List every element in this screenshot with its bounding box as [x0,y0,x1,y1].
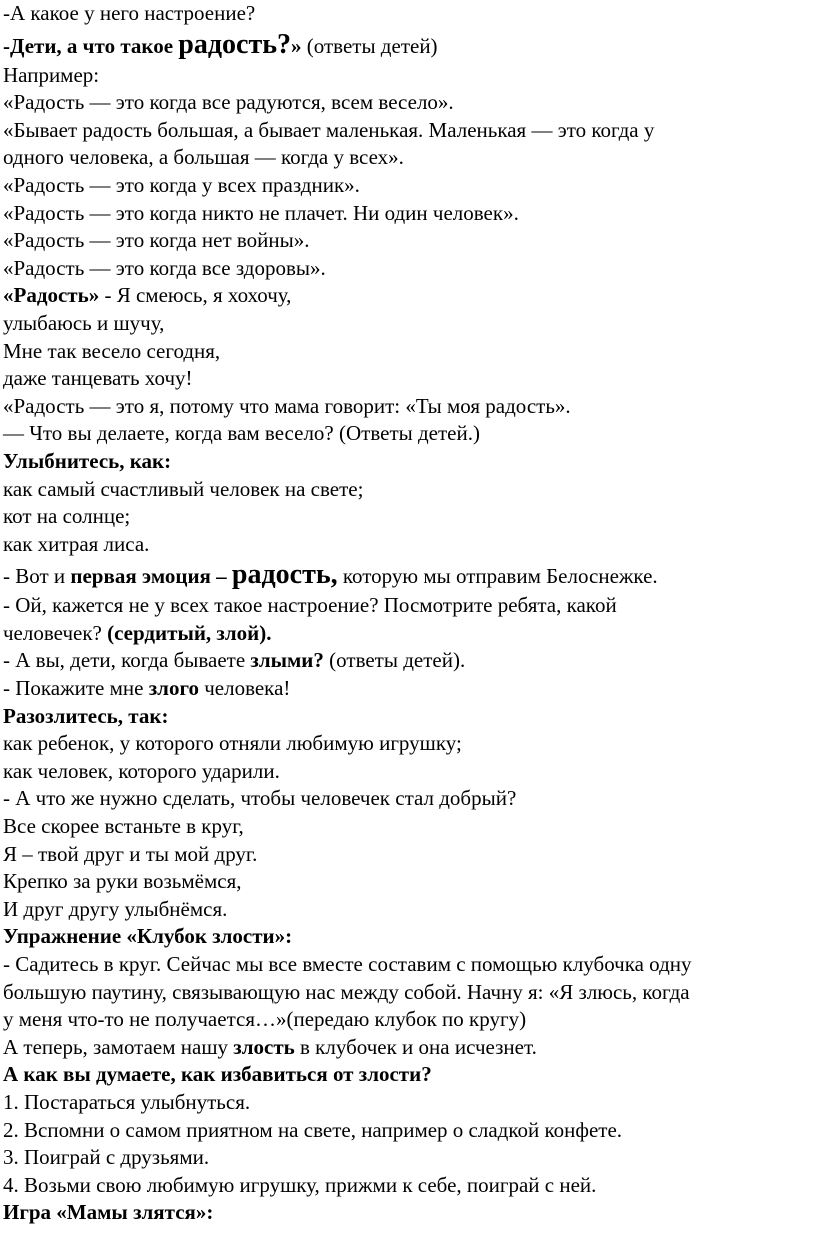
text-line: одного человека, а большая — когда у всех». [3,145,404,170]
text-line: «Радость — это когда все радуются, всем весело». [3,90,454,115]
text-line: «Радость — это когда никто не плачет. Ни один человек». [3,200,519,225]
text: в клубочек и она исчезнет. [294,1034,537,1059]
bold-text: (сердитый, злой). [107,620,272,645]
text: - Покажите мне [3,676,149,701]
text-line: «Радость — это когда все здоровы». [3,255,326,280]
section-heading: А как вы думаете, как избавиться от злости? [3,1062,432,1087]
text: человека! [198,676,291,701]
text-line: большую паутину, связывающую нас между собой. Начну я: «Я злюсь, когда [3,979,690,1004]
poem-line: Все скорее встаньте в круг, [3,814,244,839]
emphasis-text: радость, [231,559,338,591]
text-line [3,647,814,675]
text: А теперь, замотаем нашу [3,1034,234,1059]
poem-line: Мне так весело сегодня, [3,338,221,363]
text-line [3,1034,814,1062]
section-heading: Разозлитесь, так: [3,703,169,728]
bold-text: злого [148,676,199,701]
text-line [3,620,814,648]
text-line: «Радость — это когда нет войны». [3,228,310,253]
text: - А вы, дети, когда бываете [3,648,251,673]
text: человечек? [3,620,108,645]
poem-line: И друг другу улыбнёмся. [3,896,228,921]
emotion-line [3,558,814,592]
text-line: как человек, которого ударили. [3,758,280,783]
poem-line: Крепко за руки возьмёмся, [3,869,242,894]
text-line: — Что вы делаете, когда вам весело? (Ответы детей.) [3,421,480,446]
list-item: 1. Постараться улыбнуться. [3,1089,251,1114]
text: которую мы отправим Белоснежке. [337,564,658,589]
text-line: как хитрая лиса. [3,531,150,556]
text: (ответы детей) [301,33,438,58]
text-line: «Бывает радость большая, а бывает маленькая. Маленькая — это когда у [3,117,655,142]
bold-text: «Радость» [3,283,100,308]
text-line: «Радость — это когда у всех праздник». [3,172,360,197]
text: - Вот и [3,564,71,589]
bold-text: -Дети, а что такое [3,33,179,58]
section-heading: Улыбнитесь, как: [3,448,172,473]
emphasis-text: радость? [178,28,292,60]
text-line: - Ой, кажется не у всех такое настроение? Посмотрите ребята, какой [3,593,617,618]
list-item: 4. Возьми свою любимую игрушку, прижми к себе, поиграй с ней. [3,1172,597,1197]
text-line [3,675,814,703]
bold-text: злость [233,1034,295,1059]
poem-line [3,282,814,310]
bold-text: » [291,33,302,58]
text-line: у меня что-то не получается…»(передаю клубок по кругу) [3,1007,527,1032]
list-item: 2. Вспомни о самом приятном на свете, например о сладкой конфете. [3,1117,623,1142]
text-line: как ребенок, у которого отняли любимую игрушку; [3,731,462,756]
poem-line: даже танцевать хочу! [3,366,193,391]
text-line: - А что же нужно сделать, чтобы человечек стал добрый? [3,786,517,811]
poem-line: улыбаюсь и шучу, [3,310,165,335]
section-heading: Упражнение «Клубок злости»: [3,924,293,949]
bold-text: злыми? [250,648,324,673]
question-line [3,28,814,62]
text: (ответы детей). [323,648,466,673]
section-heading: Игра «Мамы злятся»: [3,1200,214,1225]
poem-line: Я – твой друг и ты мой друг. [3,841,258,866]
list-item: 3. Поиграй с друзьями. [3,1145,210,1170]
text-line: «Радость — это я, потому что мама говорит: «Ты моя радость». [3,393,571,418]
text: - Я смеюсь, я хохочу, [99,283,292,308]
text-line: как самый счастливый человек на свете; [3,476,364,501]
text-line: -А какое у него настроение? [3,1,256,25]
text-line: - Садитесь в круг. Сейчас мы все вместе составим с помощью клубочка одну [3,952,692,976]
text-line: кот на солнце; [3,504,131,529]
text-line: Например: [3,62,100,87]
bold-text: первая эмоция – [70,564,232,589]
